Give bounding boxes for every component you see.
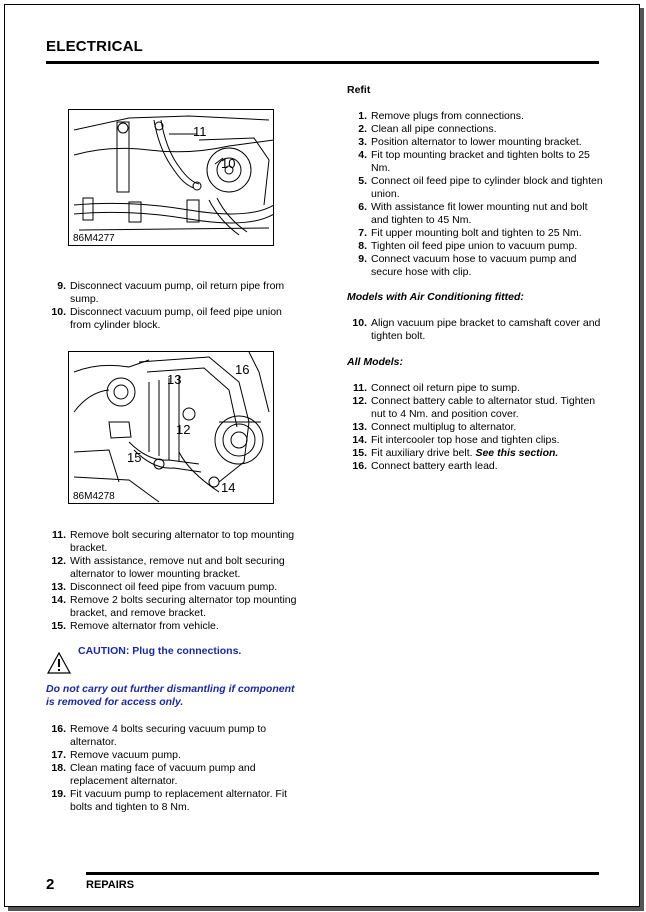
list-item: 16. Remove 4 bolts securing vacuum pump to alternator.	[51, 723, 267, 748]
list-item: 1. Remove plugs from connections.	[358, 110, 524, 122]
caution-text: CAUTION: Plug the connections.	[78, 645, 242, 657]
all-models-refit-steps	[347, 382, 603, 473]
list-item: 14. Remove 2 bolts securing alternator top mounting bracket, and remove bracket.	[51, 594, 297, 619]
footer-rule	[86, 872, 599, 875]
list-item: 3. Position alternator to lower mounting bracket.	[358, 136, 582, 148]
caution-warning-icon	[47, 652, 71, 674]
section-title: ELECTRICAL	[46, 38, 143, 55]
list-item: 7. Fit upper mounting bolt and tighten to 25 Nm.	[358, 227, 582, 239]
list-item: 8. Tighten oil feed pipe union to vacuum pump.	[358, 240, 578, 252]
list-item: 17. Remove vacuum pump.	[51, 749, 181, 761]
callout-13: 13	[167, 372, 182, 387]
list-item: 14. Fit intercooler top hose and tighten clips.	[352, 434, 560, 446]
list-item: 6. With assistance fit lower mounting nut and bolt and tighten to 45 Nm.	[358, 201, 588, 226]
list-item: 5. Connect oil feed pipe to cylinder block and tighten union.	[358, 175, 603, 200]
footer-section-label: REPAIRS	[86, 879, 135, 891]
callout-15: 15	[127, 450, 142, 465]
figure-vacuum-pump-pipes	[68, 109, 274, 246]
list-item: 11. Remove bolt securing alternator to top mounting bracket.	[51, 529, 295, 554]
list-item: 2. Clean all pipe connections.	[358, 123, 497, 135]
list-item: 11. Connect oil return pipe to sump.	[352, 382, 520, 394]
list-item: 12. With assistance, remove nut and bolt securing alternator to lower mounting bracket.	[51, 555, 285, 580]
list-item: 16. Connect battery earth lead.	[352, 460, 498, 472]
engine-line-drawing-1	[69, 110, 274, 246]
callout-14: 14	[221, 480, 236, 495]
list-item: 12. Connect battery cable to alternator stud. Tighten nut to 4 Nm. and position cover.	[352, 395, 596, 420]
list-item: 18. Clean mating face of vacuum pump and replacement alternator.	[51, 762, 256, 787]
removal-steps-part3	[46, 723, 298, 814]
list-item: 4. Fit top mounting bracket and tighten bolts to 25 Nm.	[358, 149, 590, 174]
figure-alternator	[68, 351, 274, 504]
list-item: 19. Fit vacuum pump to replacement alternator. Fit bolts and tighten to 8 Nm.	[51, 788, 288, 813]
figure-reference: 86M4277	[73, 233, 115, 244]
refit-steps	[347, 110, 603, 279]
list-item: 13. Connect multiplug to alternator.	[352, 421, 517, 433]
callout-12: 12	[176, 422, 191, 437]
list-item: 15. Remove alternator from vehicle.	[51, 620, 219, 632]
header-rule	[46, 61, 599, 64]
list-item: 10. Align vacuum pipe bracket to camshaft cover and tighten bolt.	[352, 317, 601, 342]
dismantling-note: Do not carry out further dismantling if component is removed for access only.	[46, 683, 295, 708]
ac-models-heading: Models with Air Conditioning fitted:	[347, 291, 524, 303]
removal-steps-part2	[46, 529, 298, 633]
ac-refit-steps	[347, 317, 603, 343]
list-item: 13. Disconnect oil feed pipe from vacuum pump.	[51, 581, 278, 593]
all-models-heading: All Models:	[347, 356, 404, 368]
page-number: 2	[46, 876, 55, 893]
list-item: 9. Connect vacuum hose to vacuum pump and secure hose with clip.	[358, 253, 577, 278]
callout-16: 16	[235, 362, 250, 377]
refit-heading: Refit	[347, 84, 371, 96]
list-item: 10. Disconnect vacuum pump, oil feed pipe union from cylinder block.	[51, 306, 282, 331]
cross-reference-link[interactable]: See this section.	[475, 447, 559, 459]
list-item: 15. Fit auxiliary drive belt. See this section.	[352, 447, 559, 459]
figure-reference: 86M4278	[73, 491, 115, 502]
removal-steps-part1	[46, 280, 298, 332]
callout-11: 11	[193, 124, 207, 139]
list-item: 9. Disconnect vacuum pump, oil return pipe from sump.	[57, 280, 285, 305]
callout-10: 10	[221, 156, 236, 171]
